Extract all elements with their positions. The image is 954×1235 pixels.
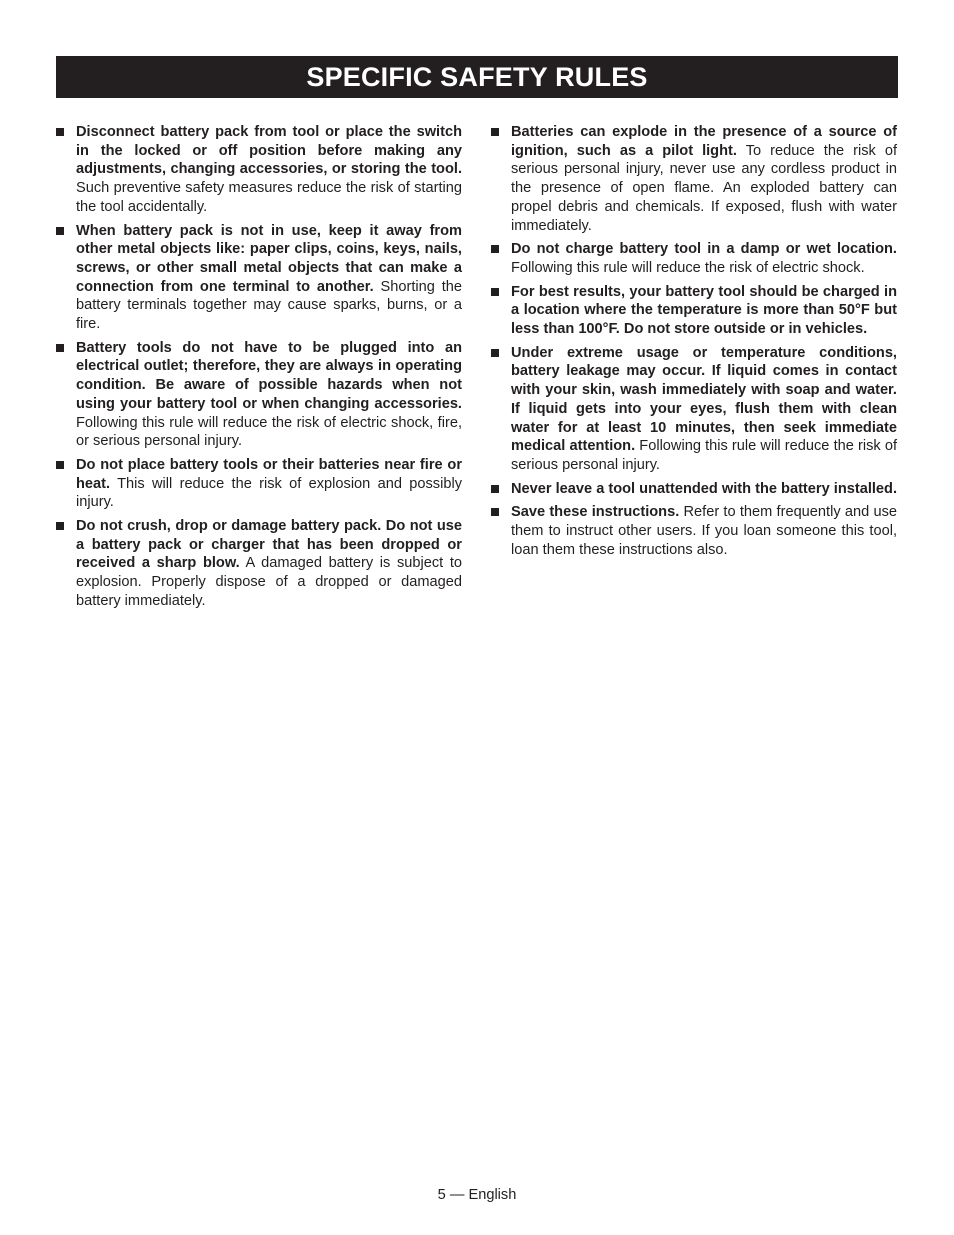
square-bullet-icon <box>491 349 499 357</box>
rule-bold-text: Save these instructions. <box>511 504 680 521</box>
safety-rule <box>56 123 462 217</box>
rule-bold-text: Batteries can explode in the presence of a source of ignition, such as a pilot light. <box>511 124 897 159</box>
rule-text: This will reduce the risk of explosion and possibly injury. <box>76 475 462 511</box>
rule-bold-text: Disconnect battery pack from tool or place the switch in the locked or off position before making any adjustments, changing accessories, or storing the tool. <box>76 124 462 178</box>
safety-rule <box>491 344 897 475</box>
rule-bold-text: Do not charge battery tool in a damp or wet location. <box>511 241 897 258</box>
square-bullet-icon <box>56 128 64 136</box>
left-column <box>56 123 462 616</box>
rule-bold-text: For best results, your battery tool should be charged in a location where the temperature is more than 50°F but less than 100°F. Do not store outside or in vehicles. <box>511 283 897 338</box>
rule-bold-text: When battery pack is not in use, keep it away from other metal objects like: paper clips, coins, keys, nails, screws, or other small metal objects that can make a connection from one terminal to another. <box>76 222 462 295</box>
rule-text: Refer to them frequently and use them to instruct other users. If you loan someone this tool, loan them these instructions also. <box>511 504 897 558</box>
safety-rule <box>56 456 462 512</box>
safety-rule <box>491 240 897 277</box>
safety-rule <box>56 222 462 334</box>
page-footer: 5 — English <box>437 1187 517 1203</box>
rule-text: To reduce the risk of serious personal injury, never use any cordless product in the presence of open flame. An exploded battery can propel debris and chemicals. If exposed, flush with water immediately. <box>511 142 897 234</box>
safety-rule <box>491 503 897 559</box>
rule-bold-text: Never leave a tool unattended with the battery installed. <box>511 480 898 497</box>
rule-text: Following this rule will reduce the risk of electric shock, fire, or serious personal injury. <box>76 414 462 450</box>
safety-rule <box>491 123 897 235</box>
square-bullet-icon <box>56 344 64 352</box>
square-bullet-icon <box>56 227 64 235</box>
rule-bold-text: Under extreme usage or temperature conditions, battery leakage may occur. If liquid comes in contact with your skin, wash immediately with soap and water. If liquid gets into your eyes, flush them with clean water for at least 10 minutes, then seek immediate medical attention. <box>511 344 897 455</box>
rule-text: A damaged battery is subject to explosion. Properly dispose of a dropped or damaged battery immediately. <box>76 555 463 609</box>
square-bullet-icon <box>491 508 499 516</box>
rule-bold-text: Do not crush, drop or damage battery pack. Do not use a battery pack or charger that has been dropped or received a sharp blow. <box>76 518 462 572</box>
square-bullet-icon <box>491 288 499 296</box>
safety-rule <box>56 517 462 611</box>
rule-text: Following this rule will reduce the risk of electric shock. <box>511 259 865 276</box>
safety-rule <box>491 283 897 339</box>
title-bar <box>56 56 898 98</box>
safety-rule <box>56 339 462 451</box>
page-title: SPECIFIC SAFETY RULES <box>306 61 648 92</box>
square-bullet-icon <box>56 522 64 530</box>
rule-text: Following this rule will reduce the risk of serious personal injury. <box>511 438 897 473</box>
rule-bold-text: Battery tools do not have to be plugged into an electrical outlet; therefore, they are always in operating condition. Be aware of possible hazards when not using your battery tool or when changing accessories. <box>76 339 462 412</box>
rule-text: Shorting the battery terminals together may cause sparks, burns, or a fire. <box>76 278 462 333</box>
rule-text: Such preventive safety measures reduce the risk of starting the tool accidentally. <box>76 180 462 215</box>
rule-bold-text: Do not place battery tools or their batteries near fire or heat. <box>76 456 462 492</box>
square-bullet-icon <box>491 245 499 253</box>
safety-rule <box>491 480 897 499</box>
right-column <box>491 123 897 564</box>
square-bullet-icon <box>491 485 499 493</box>
square-bullet-icon <box>56 461 64 469</box>
square-bullet-icon <box>491 128 499 136</box>
